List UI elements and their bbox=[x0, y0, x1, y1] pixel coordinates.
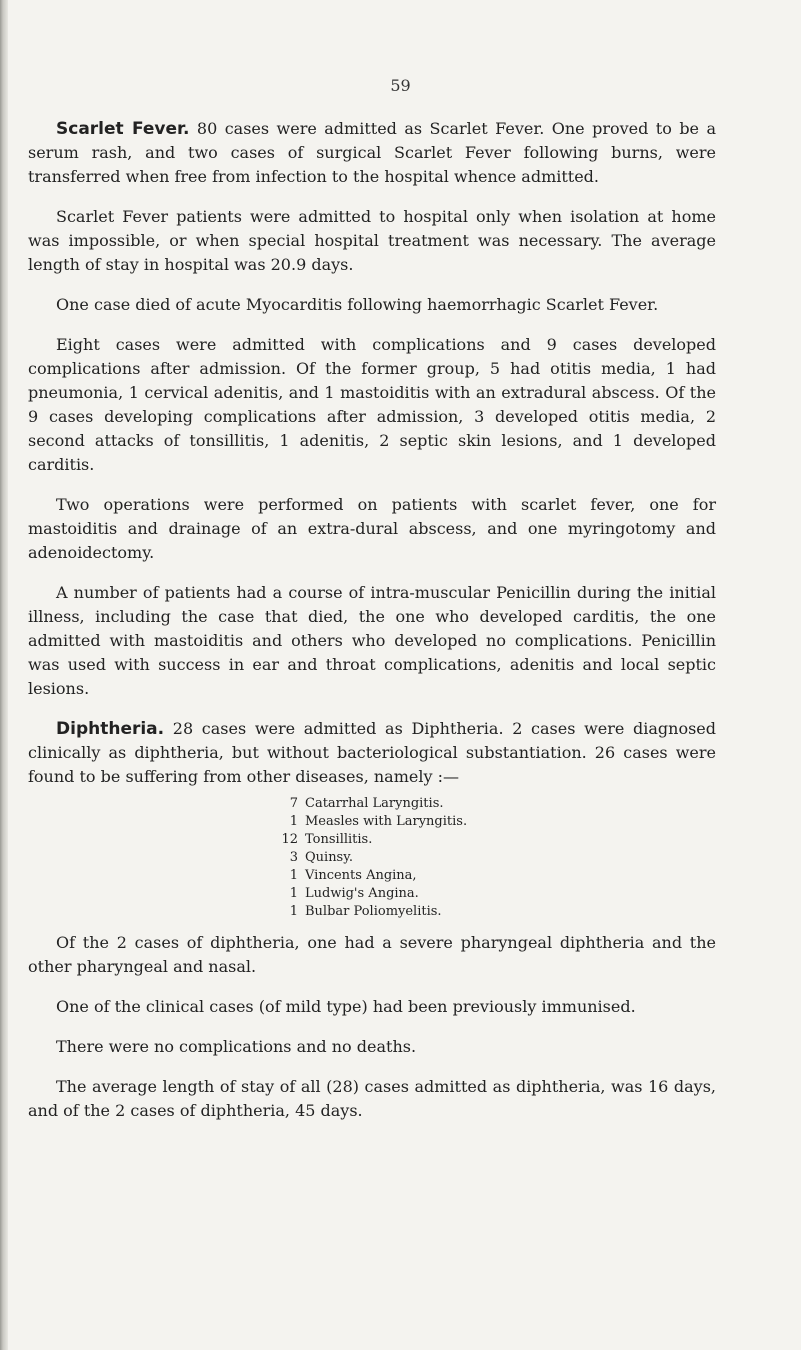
disease-count: 1 bbox=[289, 814, 298, 829]
list-item bbox=[28, 867, 716, 885]
diphtheria-heading: Diphtheria. bbox=[56, 719, 165, 739]
disease-count: 3 bbox=[289, 850, 298, 865]
other-diseases-list bbox=[28, 795, 716, 921]
scarlet-fever-heading: Scarlet Fever. bbox=[56, 119, 190, 139]
disease-name: Bulbar Poliomyelitis. bbox=[305, 904, 442, 919]
disease-name: Quinsy. bbox=[305, 850, 353, 865]
scarlet-fever-admission-paragraph: Scarlet Fever patients were admitted to hospital only when isolation at home was impossible, or when special hospital treatment was necessary. The average length of stay in hospital was 20.9 days. bbox=[28, 207, 716, 274]
scarlet-fever-death-paragraph: One case died of acute Myocarditis following haemorrhagic Scarlet Fever. bbox=[56, 295, 659, 314]
list-item bbox=[28, 903, 716, 921]
disease-count: 7 bbox=[289, 796, 298, 811]
diphtheria-intro-paragraph bbox=[28, 717, 716, 789]
disease-name: Measles with Laryngitis. bbox=[305, 814, 468, 829]
diphtheria-immunised-paragraph: One of the clinical cases (of mild type) had been previously immunised. bbox=[56, 997, 636, 1016]
diphtheria-no-complications-paragraph: There were no complications and no deaths. bbox=[56, 1037, 417, 1056]
list-item bbox=[28, 795, 716, 813]
list-item bbox=[28, 885, 716, 903]
disease-name: Catarrhal Laryngitis. bbox=[305, 796, 444, 811]
disease-count: 1 bbox=[289, 904, 298, 919]
disease-count: 1 bbox=[289, 868, 298, 883]
scarlet-fever-intro-text: 80 cases were admitted as Scarlet Fever. One proved to be a serum rash, and two cases of surgical Scarlet Fever following burns, were transferred when free from infection to the hospital whence admitted. bbox=[28, 119, 717, 186]
disease-name: Vincents Angina, bbox=[305, 868, 417, 883]
list-item bbox=[28, 813, 716, 831]
scarlet-fever-complications-paragraph: Eight cases were admitted with complications and 9 cases developed complications after admission. Of the former group, 5 had otitis media, 1 had pneumonia, 1 cervical adenitis, and 1 mastoiditis with an extradural abscess. Of the 9 cases developing complications after admission, 3 developed otitis media, 2 second attacks of tonsillitis, 1 adenitis, 2 septic skin lesions, and 1 developed carditis. bbox=[28, 335, 716, 474]
diphtheria-intro-text: 28 cases were admitted as Diphtheria. 2 cases were diagnosed clinically as diphtheria, but without bacteriological substantiation. 26 cases were found to be suffering from other diseases, namely :— bbox=[28, 719, 716, 786]
diphtheria-types-paragraph: Of the 2 cases of diphtheria, one had a severe pharyngeal diphtheria and the other pharyngeal and nasal. bbox=[28, 933, 716, 976]
scarlet-fever-operations-paragraph: Two operations were performed on patients with scarlet fever, one for mastoiditis and drainage of an extra-dural abscess, and one myringotomy and adenoidectomy. bbox=[28, 495, 716, 562]
list-item bbox=[28, 849, 716, 867]
scanned-page-edge bbox=[0, 0, 8, 1350]
scarlet-fever-intro-paragraph bbox=[28, 117, 716, 189]
list-item bbox=[28, 831, 716, 849]
disease-name: Ludwig's Angina. bbox=[305, 886, 419, 901]
disease-name: Tonsillitis. bbox=[305, 832, 373, 847]
diphtheria-length-of-stay-paragraph: The average length of stay of all (28) cases admitted as diphtheria, was 16 days, and of the 2 cases of diphtheria, 45 days. bbox=[28, 1077, 716, 1120]
scarlet-fever-penicillin-paragraph: A number of patients had a course of intra-muscular Penicillin during the initial illness, including the case that died, the one who developed carditis, the one admitted with mastoiditis and others who developed no complications. Penicillin was used with success in ear and throat complications, adenitis and local septic lesions. bbox=[28, 583, 716, 698]
disease-count: 1 bbox=[289, 886, 298, 901]
page-content bbox=[28, 117, 716, 1123]
page-number: 59 bbox=[390, 76, 411, 95]
disease-count: 12 bbox=[281, 832, 298, 847]
